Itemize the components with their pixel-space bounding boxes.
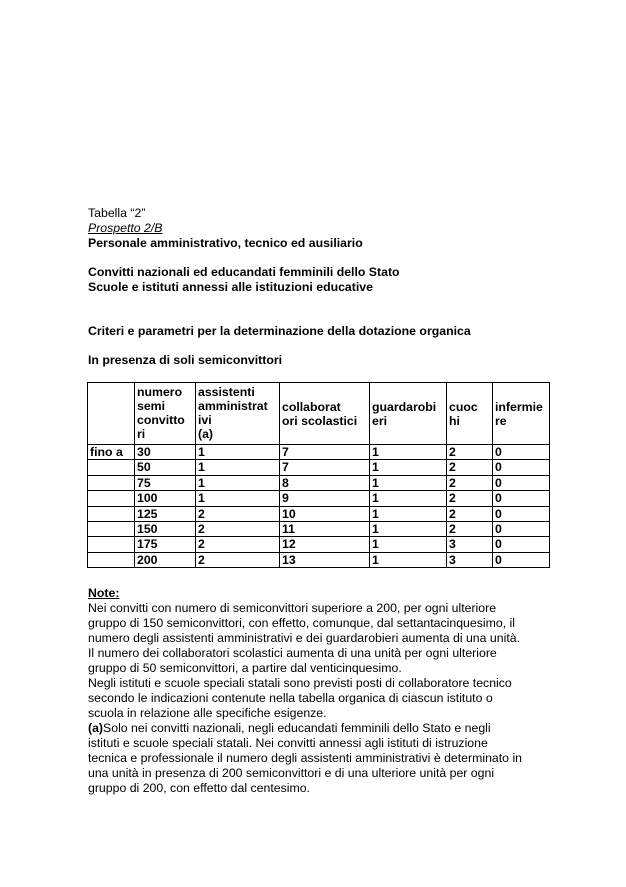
note-paragraph-1: Nei convitti con numero di semiconvittori superiore a 200, per ogni ulteriore gruppo di 150 semiconvittori, con effetto, comunque, dal settantacinquesimo, il numero degli assistenti amministrativi e dei guardarobieri aumenta di una unità. — [88, 601, 520, 645]
prospectus-label: Prospetto 2/B — [88, 221, 163, 235]
table-cell: 0 — [493, 537, 550, 552]
staffing-table — [87, 382, 550, 568]
staff-category: Personale amministrativo, tecnico ed ausiliario — [88, 236, 363, 250]
table-cell: 1 — [370, 475, 447, 490]
presence-heading: In presenza di soli semiconvittori — [88, 353, 283, 367]
table-cell — [88, 491, 135, 506]
table-cell: 7 — [280, 460, 370, 475]
table-cell — [88, 537, 135, 552]
header-cell-guardarobieri: guardarobi eri — [370, 383, 447, 445]
table-cell: 50 — [135, 460, 196, 475]
notes-title: Note: — [88, 586, 120, 600]
table-cell: 9 — [280, 491, 370, 506]
table-cell: 2 — [196, 506, 280, 521]
table-cell: 125 — [135, 506, 196, 521]
table-cell: 2 — [447, 445, 493, 460]
table-row — [88, 537, 550, 552]
table-cell: 150 — [135, 521, 196, 536]
table-cell: 12 — [280, 537, 370, 552]
header-cell-cuochi: cuoc hi — [447, 383, 493, 445]
table-cell: 100 — [135, 491, 196, 506]
table-cell — [88, 460, 135, 475]
table-cell: 2 — [447, 475, 493, 490]
table-cell: 0 — [493, 445, 550, 460]
table-cell: 0 — [493, 521, 550, 536]
table-cell: 0 — [493, 506, 550, 521]
table-cell: 2 — [447, 491, 493, 506]
header-cell-empty — [88, 383, 135, 445]
header-cell-semiconvittori: numero semi convitto ri — [135, 383, 196, 445]
header-cell-infermiere: infermie re — [493, 383, 550, 445]
note-paragraph-4-text: Solo nei convitti nazionali, negli educandati femminili dello Stato e negli istituti e scuole speciali statali. Nei convitti annessi agli istituti di istruzione tecnica e professionale il numero degli assistenti amministrativi è determinato in una unità in presenza di 200 semiconvittori e di una ulteriore unità per ogni gruppo di 200, con effetto dal centesimo. — [88, 721, 523, 795]
table-cell: 3 — [447, 552, 493, 567]
table-cell — [88, 552, 135, 567]
notes-section — [88, 586, 558, 796]
table-header-row — [88, 383, 550, 445]
table-cell: 1 — [196, 475, 280, 490]
note-paragraph-3: Negli istituti e scuole speciali statali sono previsti posti di collaboratore tecnico secondo le indicazioni contenute nella tabella organica di ciascun istituto o scuola in relazione alle specifiche esigenze. — [88, 676, 512, 720]
table-cell: 175 — [135, 537, 196, 552]
table-cell: 2 — [447, 460, 493, 475]
table-cell: 2 — [196, 552, 280, 567]
table-cell: 0 — [493, 460, 550, 475]
table-cell: 1 — [370, 521, 447, 536]
table-row — [88, 521, 550, 536]
table-cell: 1 — [370, 491, 447, 506]
table-cell: 10 — [280, 506, 370, 521]
table-cell: 8 — [280, 475, 370, 490]
table-cell: 1 — [370, 552, 447, 567]
header-cell-assistenti: assistenti amministrat ivi (a) — [196, 383, 280, 445]
table-cell — [88, 521, 135, 536]
table-cell: 75 — [135, 475, 196, 490]
table-cell: 1 — [196, 491, 280, 506]
table-row — [88, 491, 550, 506]
table-cell: 3 — [447, 537, 493, 552]
table-row — [88, 475, 550, 490]
table-cell: 7 — [280, 445, 370, 460]
table-row — [88, 445, 550, 460]
table-row — [88, 460, 550, 475]
table-cell: 0 — [493, 552, 550, 567]
header-cell-collaboratori: collaborat ori scolastici — [280, 383, 370, 445]
table-cell: 1 — [370, 460, 447, 475]
table-cell: 2 — [447, 521, 493, 536]
note-paragraph-2: Il numero dei collaboratori scolastici aumenta di una unità per ogni ulteriore gruppo di 50 semiconvittori, a partire dal venticinquesimo. — [88, 646, 497, 675]
table-number: Tabella “2” — [88, 206, 146, 220]
criteria-heading: Criteri e parametri per la determinazione della dotazione organica — [88, 324, 471, 338]
table-cell — [88, 506, 135, 521]
table-cell: 13 — [280, 552, 370, 567]
table-cell: 0 — [493, 491, 550, 506]
table-cell: 0 — [493, 475, 550, 490]
institution-line-2: Scuole e istituti annessi alle istituzioni educative — [88, 280, 373, 294]
table-cell: 1 — [196, 460, 280, 475]
table-cell: 1 — [370, 537, 447, 552]
table-cell: 2 — [447, 506, 493, 521]
table-cell: 1 — [370, 506, 447, 521]
table-row — [88, 506, 550, 521]
note-marker: (a) — [88, 721, 104, 735]
table-cell: 2 — [196, 537, 280, 552]
table-cell: 30 — [135, 445, 196, 460]
table-row — [88, 552, 550, 567]
table-cell: 200 — [135, 552, 196, 567]
institution-line-1: Convitti nazionali ed educandati femminili dello Stato — [88, 265, 400, 279]
table-cell: 11 — [280, 521, 370, 536]
table-cell: 2 — [196, 521, 280, 536]
table-cell — [88, 475, 135, 490]
table-cell: 1 — [196, 445, 280, 460]
table-cell: 1 — [370, 445, 447, 460]
note-paragraph-4 — [88, 721, 558, 796]
table-cell: fino a — [88, 445, 135, 460]
